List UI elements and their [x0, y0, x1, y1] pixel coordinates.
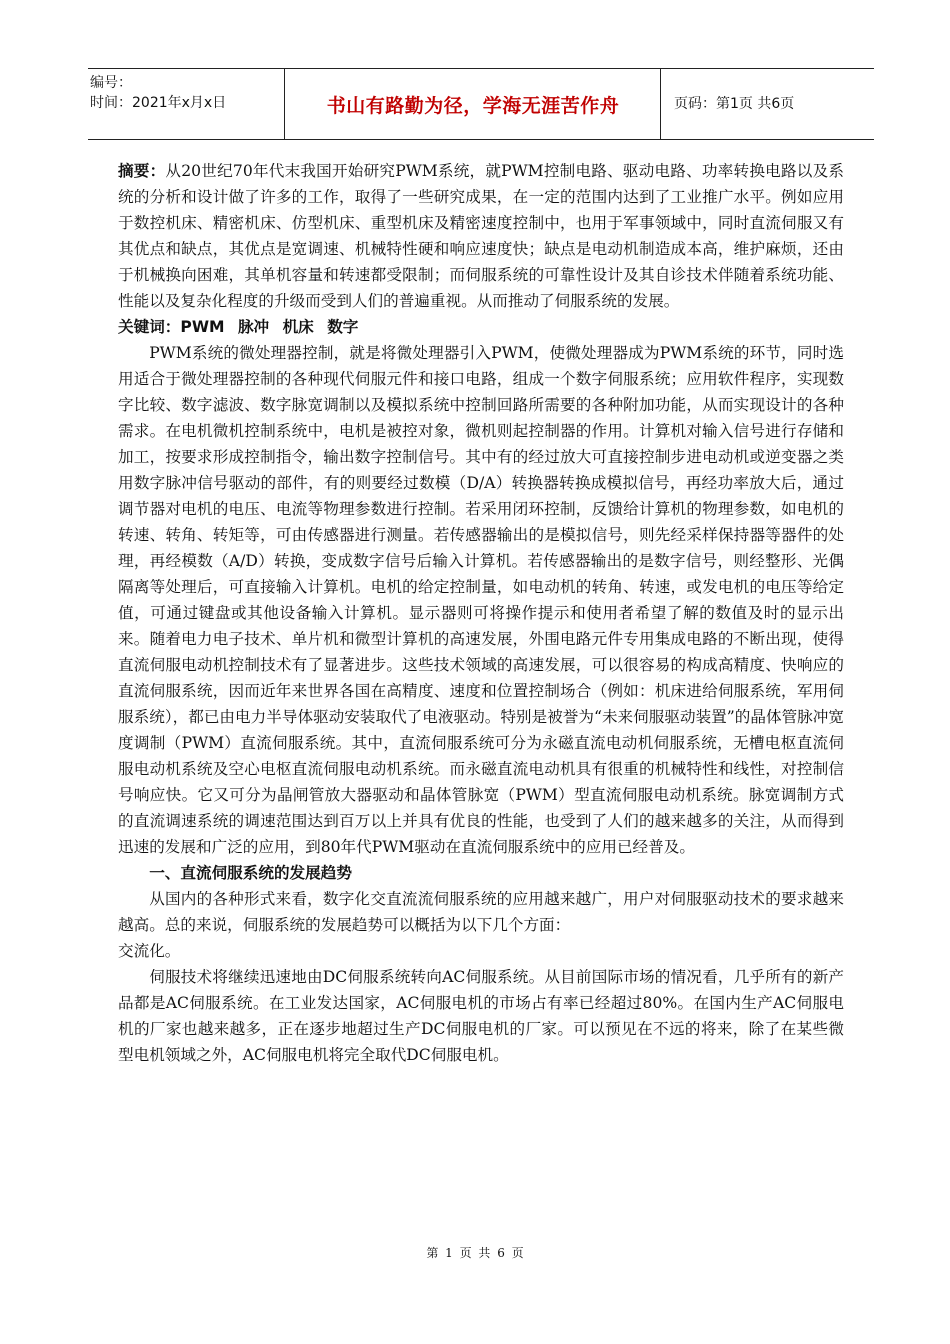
keywords-line	[118, 314, 844, 340]
section-heading-1: 一、直流伺服系统的发展趋势	[149, 864, 352, 882]
document-body	[118, 158, 844, 1068]
keywords-label: 关键词：	[118, 318, 181, 336]
abstract-label: 摘要：	[118, 162, 166, 180]
body-paragraph-3: 伺服技术将继续迅速地由DC伺服系统转向AC伺服系统。从目前国际市场的情况看，几乎所有的新产品都是AC伺服系统。在工业发达国家，AC伺服电机的市场占有率已经超过80%。在国内生产AC伺服电机的厂家也越来越多，正在逐步地超过生产DC伺服电机的厂家。可以预见在不远的将来，除了在某些微型电机领域之外，AC伺服电机将完全取代DC伺服电机。	[118, 968, 844, 1064]
keywords-text: PWM 脉冲 机床 数字	[180, 318, 359, 336]
header-motto: 书山有路勤为径，学海无涯苦作舟	[326, 95, 620, 117]
header-page-info: 页码：第1页 共6页	[674, 96, 795, 112]
body-paragraph-1: PWM系统的微处理器控制，就是将微处理器引入PWM，使微处理器成为PWM系统的环节，同时选用适合于微处理器控制的各种现代伺服元件和接口电路，组成一个数字伺服系统；应用软件程序，实现数字比较、数字滤波、数字脉宽调制以及模拟系统中控制回路所需要的各种附加功能，从而实现设计的各种需求。在电机微机控制系统中，电机是被控对象，微机则起控制器的作用。计算机对输入信号进行存储和加工，按要求形成控制指令，输出数字控制信号。其中有的经过放大可直接控制步进电动机或逆变器之类用数字脉冲信号驱动的部件，有的则要经过数模（D/A）转换器转换成模拟信号，再经功率放大后，通过调节器对电机的电压、电流等物理参数进行控制。若采用闭环控制，反馈给计算机的物理参数，如电机的转速、转角、转矩等，可由传感器进行测量。若传感器输出的是模拟信号，则先经采样保持器等器件的处理，再经模数（A/D）转换，变成数字信号后输入计算机。若传感器输出的是数字信号，则经整形、光偶隔离等处理后，可直接输入计算机。电机的给定控制量，如电动机的转角、转速，或发电机的电压等给定值，可通过键盘或其他设备输入计算机。显示器则可将操作提示和使用者希望了解的数值及时的显示出来。随着电力电子技术、单片机和微型计算机的高速发展，外围电路元件专用集成电路的不断出现，使得直流伺服电动机控制技术有了显著进步。这些技术领域的高速发展，可以很容易的构成高精度、快响应的直流伺服系统，因而近年来世界各国在高精度、速度和位置控制场合（例如：机床进给伺服系统，军用伺服系统），都已由电力半导体驱动安装取代了电液驱动。特别是被誉为“未来伺服驱动装置”的晶体管脉冲宽度调制（PWM）直流伺服系统。其中，直流伺服系统可分为永磁直流电动机伺服系统，无槽电枢直流伺服电动机系统及空心电枢直流伺服电动机系统。而永磁直流电动机具有很重的机械特性和线性，对控制信号响应快。它又可分为晶闸管放大器驱动和晶体管脉宽（PWM）型直流伺服电动机系统。脉宽调制方式的直流调速系统的调速范围达到百万以上并具有优良的性能，也受到了人们的越来越多的关注，从而得到迅速的发展和广泛的应用，到80年代PWM驱动在直流伺服系统中的应用已经普及。	[118, 344, 844, 856]
page-header	[88, 68, 874, 140]
abstract-text: 从20世纪70年代末我国开始研究PWM系统，就PWM控制电路、驱动电路、功率转换电路以及系统的分析和设计做了许多的工作，取得了一些研究成果，在一定的范围内达到了工业推广水平。例如应用于数控机床、精密机床、仿型机床、重型机床及精密速度控制中，也用于军事领域中，同时直流伺服又有其优点和缺点，其优点是宽调速、机械特性硬和响应速度快；缺点是电动机制造成本高，维护麻烦，还由于机械换向困难，其单机容量和转速都受限制；而伺服系统的可靠性设计及其自诊技术伴随着系统功能、性能以及复杂化程度的升级而受到人们的普遍重视。从而推动了伺服系统的发展。	[118, 162, 844, 310]
page-footer: 第 1 页 共 6 页	[426, 1246, 524, 1260]
body-paragraph-2: 从国内的各种形式来看，数字化交直流流伺服系统的应用越来越广，用户对伺服驱动技术的要求越来越高。总的来说，伺服系统的发展趋势可以概括为以下几个方面：	[118, 890, 844, 934]
header-number-label: 编号：	[90, 75, 132, 91]
header-meta	[90, 73, 280, 113]
abstract-paragraph	[118, 158, 844, 314]
body-line-acflow: 交流化。	[118, 942, 181, 960]
header-time-label: 时间：2021年x月x日	[90, 95, 227, 111]
header-divider-left	[284, 69, 285, 139]
header-divider-right	[660, 69, 661, 139]
